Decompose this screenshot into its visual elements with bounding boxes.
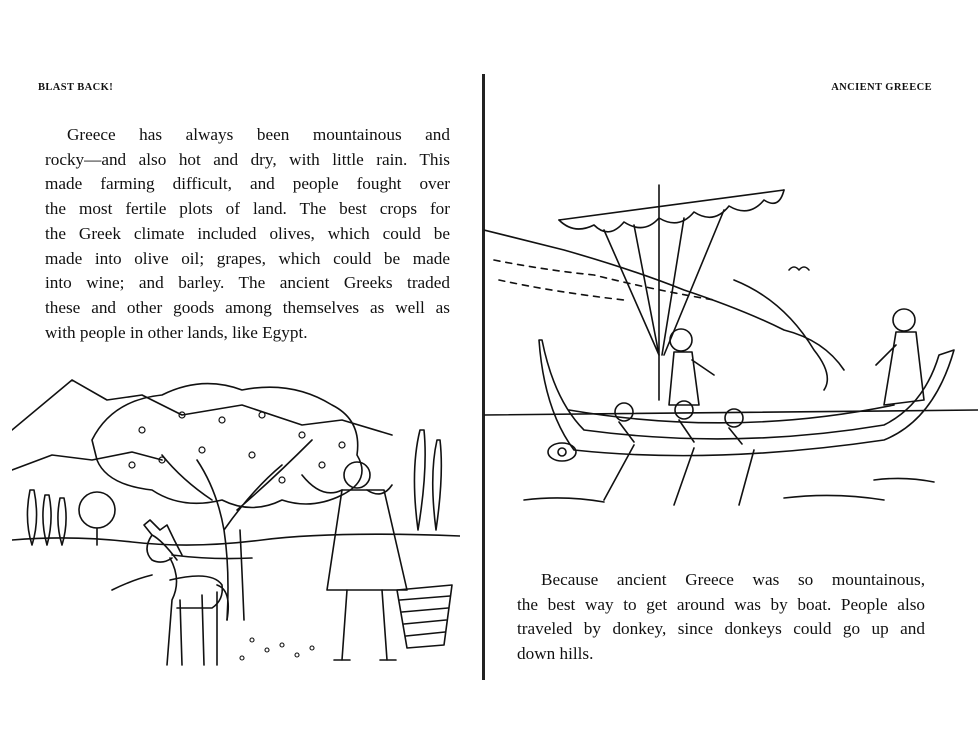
running-head-left: BLAST BACK! xyxy=(38,82,114,93)
text-line: these and other goods among themselves as well as xyxy=(45,297,450,317)
ground-line xyxy=(12,534,460,545)
text-line: the best way to get around was by boat. People also xyxy=(517,594,925,614)
left-page xyxy=(0,0,484,756)
text-line: traveled by donkey, since donkeys could go up and xyxy=(517,619,925,639)
boat-eye xyxy=(548,443,576,461)
farmer-figure xyxy=(302,462,407,660)
text-line: the Greek climate included olives, which could be xyxy=(45,223,450,243)
text-line: made into olive oil; grapes, which could be made xyxy=(45,248,450,268)
text-line: into wine; and barley. The ancient Greeks traded xyxy=(45,273,450,293)
bird xyxy=(789,267,809,270)
text-line: the most fertile plots of land. The best crops for xyxy=(45,199,450,219)
text-line: down hills. xyxy=(517,644,594,664)
standing-figure-bow xyxy=(669,329,714,405)
standing-figure-stern xyxy=(876,309,924,405)
sail-yard xyxy=(559,190,784,220)
running-head-right: ANCIENT GREECE xyxy=(831,82,932,93)
round-tree xyxy=(79,492,115,528)
basket xyxy=(397,585,452,648)
olive-harvest-illustration xyxy=(12,360,460,680)
text-line: rocky—and also hot and dry, with little rain. This xyxy=(45,149,450,169)
left-paragraph xyxy=(45,123,450,345)
rope xyxy=(172,555,252,559)
hill-line xyxy=(12,452,162,470)
text-line: made farming difficult, and people fought over xyxy=(45,174,450,194)
right-page xyxy=(484,0,978,756)
cliff-line xyxy=(484,230,844,370)
olive-tree-trunk xyxy=(162,440,312,620)
text-line: Because ancient Greece was so mountainous, xyxy=(541,570,925,589)
sail xyxy=(559,190,784,232)
cypress-trees xyxy=(27,430,441,545)
olive-tree-canopy xyxy=(92,384,362,508)
text-line: Greece has always been mountainous and xyxy=(67,125,450,144)
greek-boat-illustration xyxy=(484,180,978,510)
right-paragraph xyxy=(517,568,925,667)
text-line: with people in other lands, like Egypt. xyxy=(45,322,308,342)
